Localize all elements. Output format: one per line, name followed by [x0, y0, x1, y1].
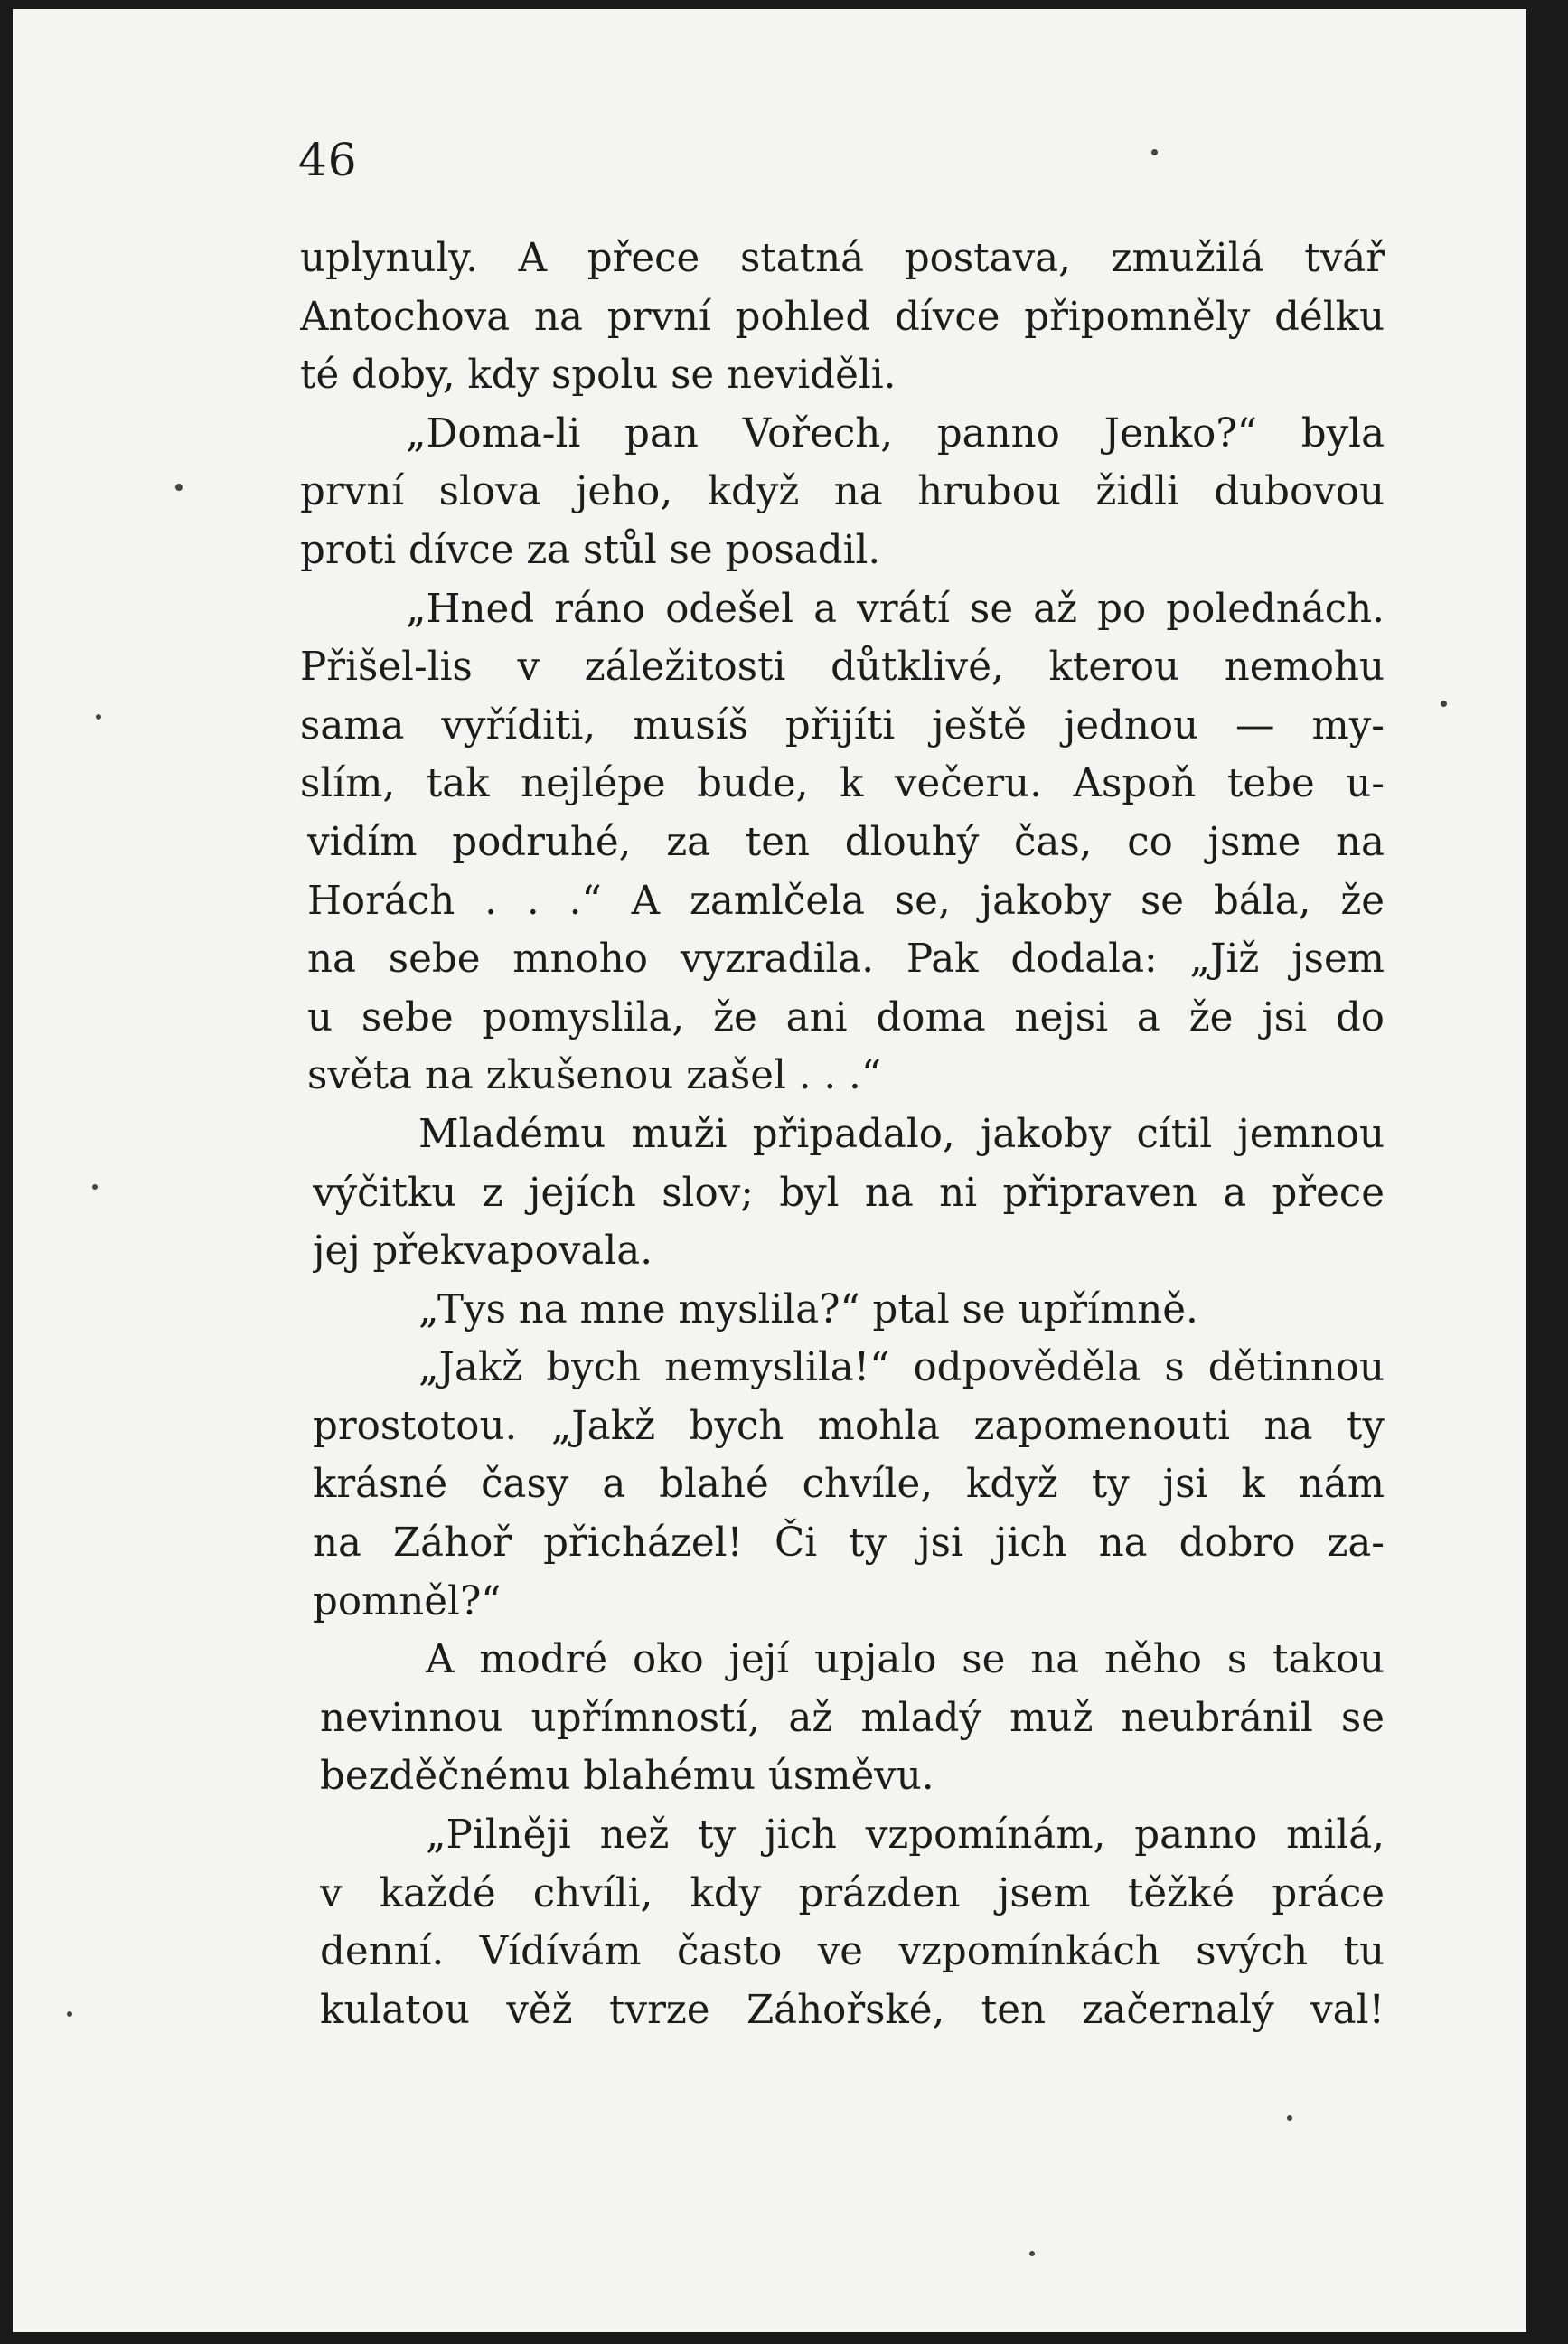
text-line: na Záhoř přicházel! Či ty jsi jich na dobro za-	[313, 1520, 1385, 1567]
text-line: krásné časy a blahé chvíle, když ty jsi k nám	[313, 1462, 1385, 1508]
text-line: výčitku z jejích slov; byl na ni připraven a přece	[313, 1170, 1385, 1216]
body-text	[300, 230, 1385, 2039]
page-number: 46	[298, 134, 358, 186]
text-line: prostotou. „Jakž bych mohla zapomenouti na ty	[313, 1403, 1385, 1449]
text-line: v každé chvíli, kdy prázden jsem těžké práce	[320, 1870, 1385, 1916]
scan-speck	[96, 714, 101, 720]
scan-speck	[1029, 2251, 1035, 2256]
text-line: sama vyříditi, musíš přijíti ještě jednou — my-	[300, 702, 1385, 748]
scan-speck	[1287, 2115, 1292, 2121]
scan-speck	[92, 1184, 98, 1190]
text-line: uplynuly. A přece statná postava, zmužilá tvář	[300, 236, 1385, 281]
text-line: denní. Vídívám často ve vzpomínkách svých tu	[320, 1929, 1385, 1975]
text-line: té doby, kdy spolu se neviděli.	[300, 353, 897, 399]
text-line: „Doma-li pan Vořech, panno Jenko?“ byla	[406, 410, 1385, 457]
text-line: „Tys na mne myslila?“ ptal se upřímně.	[418, 1286, 1198, 1332]
scan-speck	[175, 484, 183, 491]
text-line: Horách . . .“ A zamlčela se, jakoby se bála, že	[307, 878, 1385, 924]
text-line: jej překvapovala.	[313, 1228, 653, 1275]
text-line: u sebe pomyslila, že ani doma nejsi a že jsi do	[307, 994, 1385, 1040]
text-line: nevinnou upřímností, až mladý muž neubránil se	[320, 1695, 1385, 1741]
scan-speck	[1441, 701, 1447, 707]
text-line: na sebe mnoho vyzradila. Pak dodala: „Již jsem	[307, 937, 1385, 983]
text-line: bezděčnému blahému úsměvu.	[320, 1754, 934, 1800]
text-line: pomněl?“	[313, 1578, 502, 1624]
paper-sheet	[13, 9, 1526, 2332]
text-line: kulatou věž tvrze Záhořské, ten začernalý val!	[320, 1987, 1385, 2033]
text-line: Antochova na první pohled dívce připomněly délku	[300, 294, 1385, 340]
text-line: „Jakž bych nemyslila!“ odpověděla s dětinnou	[418, 1345, 1385, 1391]
text-line: „Hned ráno odešel a vrátí se až po polednách.	[406, 586, 1385, 632]
text-line: Mladému muži připadalo, jakoby cítil jemnou	[418, 1111, 1385, 1157]
text-line: Přišel-lis v záležitosti důtklivé, kterou nemohu	[300, 645, 1385, 691]
text-line: první slova jeho, když na hrubou židli dubovou	[300, 469, 1385, 515]
text-line: slím, tak nejlépe bude, k večeru. Aspoň tebe u-	[300, 761, 1385, 807]
text-line: světa na zkušenou zašel . . .“	[307, 1053, 882, 1099]
text-line: A modré oko její upjalo se na něho s takou	[426, 1637, 1385, 1683]
text-line: vidím podruhé, za ten dlouhý čas, co jsme na	[307, 819, 1385, 865]
scan-speck	[1151, 149, 1158, 155]
text-line: proti dívce za stůl se posadil.	[300, 527, 881, 573]
scan-speck	[67, 2011, 72, 2017]
text-line: „Pilněji než ty jich vzpomínám, panno milá,	[426, 1812, 1385, 1859]
